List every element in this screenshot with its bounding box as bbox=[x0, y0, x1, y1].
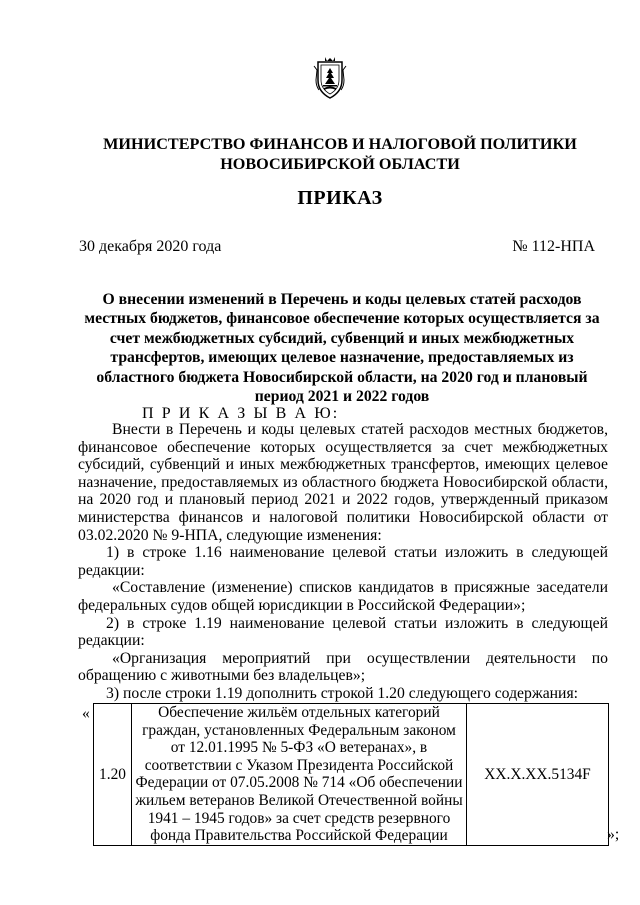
item-3: 3) после строки 1.19 дополнить строкой 1.20 следующего содержания: bbox=[106, 684, 579, 702]
row-code-cell: XX.X.XX.5134F bbox=[467, 704, 609, 846]
order-word: П Р И К А З Ы В А Ю: bbox=[142, 405, 340, 422]
inserted-row-table bbox=[93, 703, 609, 846]
item-1-quote: «Составление (изменение) списков кандидатов в присяжные заседатели федеральных судов общей юрисдикции в Российской Федерации»; bbox=[78, 579, 608, 614]
row-name-cell: Обеспечение жильём отдельных категорий граждан, установленных Федеральным законом от 12.01.1995 № 5-ФЗ «О ветеранах», в соответствии с Указом Президента Российской Федерации от 07.05.2008 № 714 «Об обеспечении жильем ветеранов Великой Отечественной войны 1941 – 1945 годов» за счет средств резервного фонда Правительства Российской Федерации bbox=[132, 704, 467, 846]
document-body bbox=[78, 421, 608, 703]
table-row bbox=[94, 704, 609, 846]
item-2: 2) в строке 1.19 наименование целевой статьи изложить в следующей редакции: bbox=[78, 614, 608, 650]
organization-name-line1: МИНИСТЕРСТВО ФИНАНСОВ И НАЛОГОВОЙ ПОЛИТИКИ bbox=[103, 135, 577, 153]
intro-paragraph: Внести в Перечень и коды целевых статей расходов местных бюджетов, финансовое обеспечение которых осуществляется за счет межбюджетных субсидий, субвенций и иных межбюджетных трансфертов, имеющих целевое назначение, предоставляемых из областного бюджета Новосибирской области, на 2020 год и плановый период 2021 и 2022 годов, утвержденный приказом министерства финансов и налоговой политики Новосибирской области от 03.02.2020 № 9-НПА, следующие изменения: bbox=[78, 421, 608, 544]
document-date: 30 декабря 2020 года bbox=[79, 238, 222, 255]
table-quote-close: »; bbox=[607, 826, 620, 843]
organization-name-line2: НОВОСИБИРСКОЙ ОБЛАСТИ bbox=[220, 155, 460, 173]
coat-of-arms-icon bbox=[313, 56, 347, 100]
document-type: ПРИКАЗ bbox=[297, 187, 383, 209]
document-title: О внесении изменений в Перечень и коды целевых статей расходов местных бюджетов, финансовое обеспечение которых осуществляется за счет межбюджетных субсидий, субвенций и иных межбюджетных трансфертов, имеющих целевое назначение, предоставляемых из областного бюджета Новосибирской области, на 2020 год и плановый период 2021 и 2022 годов bbox=[84, 291, 600, 406]
item-2-quote: «Организация мероприятий при осуществлении деятельности по обращению с животными без владельцев»; bbox=[78, 649, 608, 685]
row-number-cell: 1.20 bbox=[94, 704, 132, 846]
document-number: № 112-НПА bbox=[512, 238, 595, 255]
item-1: 1) в строке 1.16 наименование целевой статьи изложить в следующей редакции: bbox=[78, 544, 608, 579]
table-quote-open: « bbox=[82, 705, 90, 722]
